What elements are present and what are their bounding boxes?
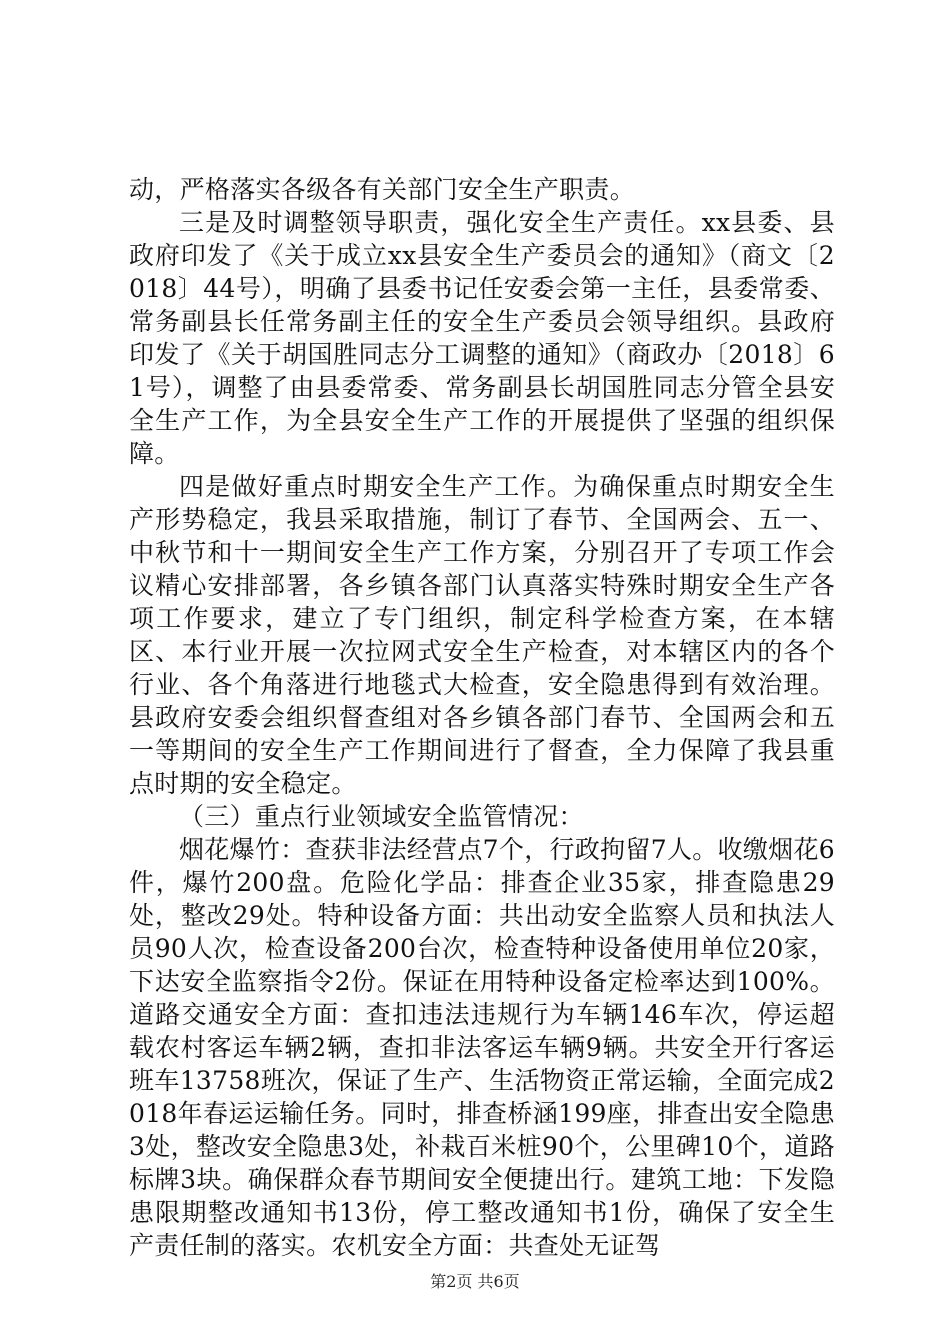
document-body xyxy=(129,173,835,1262)
paragraph-industry-supervision: 烟花爆竹：查获非法经营点7个，行政拘留7人。收缴烟花6件，爆竹200盘。危险化学品：排查企业35家，排查隐患29处，整改29处。特种设备方面：共出动安全监察人员和执法人员90人次，检查设备200台次，检查特种设备使用单位20家，下达安全监察指令2份。保证在用特种设备定检率达到100%。道路交通安全方面：查扣违法违规行为车辆146车次，停运超载农村客运车辆2辆，查扣非法客运车辆9辆。共安全开行客运班车13758班次，保证了生产、生活物资正常运输，全面完成2018年春运运输任务。同时，排查桥涵199座，排查出安全隐患3处，整改安全隐患3处，补栽百米桩90个，公里碑10个，道路标牌3块。确保群众春节期间安全便捷出行。建筑工地：下发隐患限期整改通知书13份，停工整改通知书1份，确保了安全生产责任制的落实。农机安全方面：共查处无证驾 xyxy=(129,835,835,1260)
section-heading-key-industries: （三）重点行业领域安全监管情况： xyxy=(179,802,584,831)
paragraph-continuation: 动，严格落实各级各有关部门安全生产职责。 xyxy=(129,175,636,204)
paragraph-leadership-adjustment: 三是及时调整领导职责，强化安全生产责任。xx县委、县政府印发了《关于成立xx县安全生产委员会的通知》（商文〔2018〕44号），明确了县委书记任安委会第一主任，县委常委、常务副县长任常务副主任的安全生产委员会领导组织。县政府印发了《关于胡国胜同志分工调整的通知》（商政办〔2018〕61号），调整了由县委常委、常务副县长胡国胜同志分管全县安全生产工作，为全县安全生产工作的开展提供了坚强的组织保障。 xyxy=(129,208,835,468)
paragraph-key-period-safety: 四是做好重点时期安全生产工作。为确保重点时期安全生产形势稳定，我县采取措施，制订了春节、全国两会、五一、中秋节和十一期间安全生产工作方案，分别召开了专项工作会议精心安排部署，各乡镇各部门认真落实特殊时期安全生产各项工作要求，建立了专门组织，制定科学检查方案，在本辖区、本行业开展一次拉网式安全生产检查，对本辖区内的各个行业、各个角落进行地毯式大检查，安全隐患得到有效治理。县政府安委会组织督查组对各乡镇各部门春节、全国两会和五一等期间的安全生产工作期间进行了督查，全力保障了我县重点时期的安全稳定。 xyxy=(129,472,835,798)
page-footer: 第2页 共6页 xyxy=(430,1272,520,1291)
